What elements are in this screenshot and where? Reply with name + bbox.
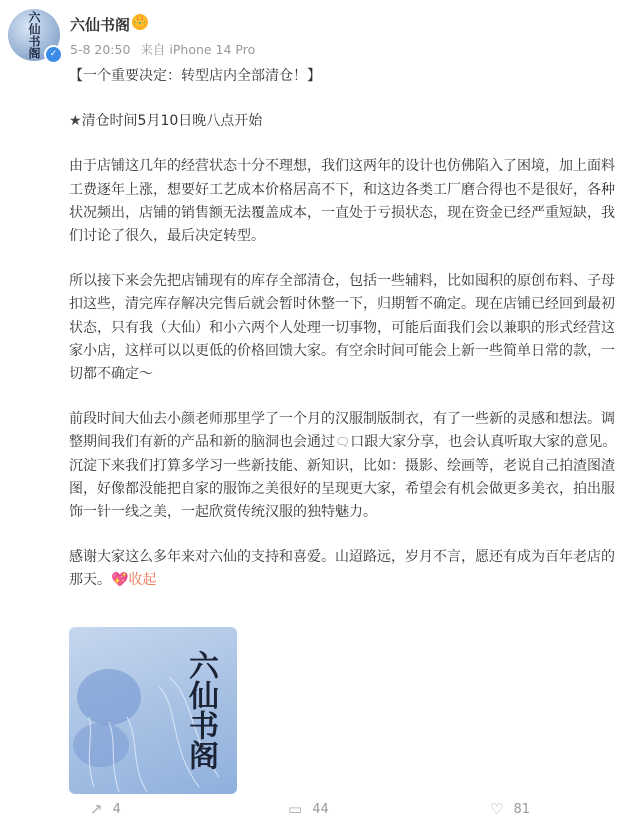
comment-button[interactable] — [288, 800, 329, 818]
like-icon: ♡ — [490, 800, 504, 818]
author-name[interactable]: 六仙书阁 — [70, 16, 131, 34]
paragraph-4-text: 感谢大家这么多年来对六仙的支持和喜爱。山迢路远，岁月不言，愿还有成为百年老店的那天。 — [69, 549, 615, 589]
image-caption: 六仙书阁 — [183, 650, 218, 770]
post-meta — [70, 40, 261, 58]
post-body — [69, 62, 617, 593]
post-subtitle — [69, 110, 617, 133]
post-time[interactable]: 5-8 20:50 — [70, 42, 131, 57]
like-button[interactable] — [490, 800, 530, 818]
paragraph-3-part-b: 口跟大家分享，也会认真听取大家的意见。沉淀下来我们打算多学习一些新技能、新知识，比如：摄影、绘画等，老说自己拍渣图渣图，好像都没能把自家的服饰之美很好的呈现更大家，希望会有机会做更多美衣，拍出服饰一针一线之美，一起欣赏传统汉服的独特魅力。 — [69, 434, 617, 521]
star-icon: ★ — [69, 113, 82, 130]
post-image[interactable] — [69, 627, 237, 794]
avatar-text: 六仙书阁 — [27, 11, 41, 59]
like-count: 81 — [513, 801, 530, 817]
share-icon: ↗ — [90, 800, 103, 818]
action-bar — [0, 796, 632, 818]
paragraph-3-part-a: 前段时间大仙去小颜老师那里学了一个月的汉服制版制衣，有了一些新的灵感和想法。调整期间我们有新的产品和新的脑洞也会通过 — [69, 411, 615, 451]
collapse-link[interactable]: 收起 — [128, 572, 157, 589]
comment-icon: ▭ — [288, 800, 303, 818]
post-header — [0, 0, 632, 70]
post-title: 【一个重要决定：转型店内全部清仓！】 — [69, 68, 321, 84]
paragraph-4 — [69, 546, 617, 592]
heart-icon: 💖 — [111, 572, 129, 589]
share-button[interactable] — [90, 800, 121, 818]
paragraph-2: 所以接下来会先把店铺现有的库存全部清仓，包括一些辅料，比如囤积的原创布料、子母扣这些，清完库存解决完售后就会暂时休整一下，归期暂不确定。现在店铺已经回到最初状态，只有我（大仙）和小六两个人处理一切事物，可能后面我们会以兼职的形式经营这家小店，这样可以以更低的价格回馈大家。有空余时间可能会上新一些简单日常的款，一切都不确定～ — [69, 273, 615, 383]
chat-icon: 🗨 — [335, 435, 351, 450]
post-source: 来自 iPhone 14 Pro — [140, 42, 256, 57]
comment-count: 44 — [312, 801, 329, 817]
post-subtitle-text: 清仓时间5月10日晚八点开始 — [81, 113, 263, 130]
verified-badge-icon: ✓ — [44, 45, 63, 64]
paragraph-3 — [69, 408, 617, 524]
paragraph-1: 由于店铺这几年的经营状态十分不理想，我们这两年的设计也仿佛陷入了困境，加上面料工费逐年上涨，想要好工艺成本价格居高不下，和这边各类工厂磨合得也不是很好，各种状况频出，店铺的销售额无法覆盖成本，一直处于亏损状态，现在资金已经严重短缺，我们讨论了很久，最后决定转型。 — [69, 158, 615, 245]
share-count: 4 — [112, 801, 121, 817]
vip-crown-icon[interactable]: 👑 — [132, 14, 148, 30]
